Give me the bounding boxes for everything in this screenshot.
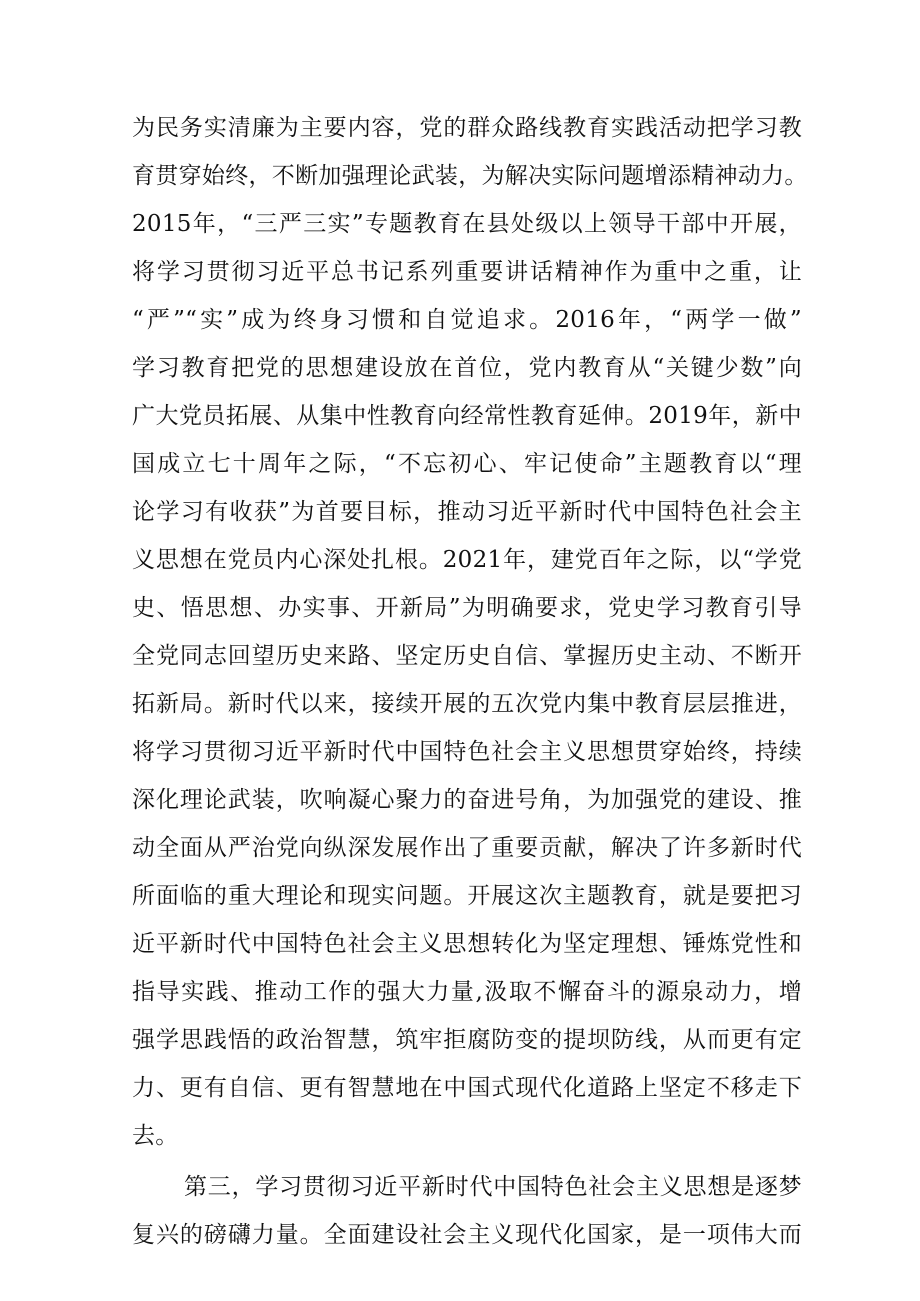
text-line: 史、悟思想、办实事、开新局”为明确要求，党史学习教育引导 xyxy=(132,595,802,621)
text-line: 动全面从严治党向纵深发展作出了重要贡献，解决了许多新时代 xyxy=(132,835,802,861)
text-line: 所面临的重大理论和现实问题。开展这次主题教育，就是要把习 xyxy=(132,883,802,909)
text-line: 复兴的磅礴力量。全面建设社会主义现代化国家，是一项伟大而 xyxy=(132,1222,802,1248)
text-line: 为民务实清廉为主要内容，党的群众路线教育实践活动把学习教 xyxy=(132,115,802,141)
text-line: 全党同志回望历史来路、坚定历史自信、掌握历史主动、不断开 xyxy=(132,643,802,669)
text-line: 拓新局。新时代以来，接续开展的五次党内集中教育层层推进， xyxy=(132,691,802,717)
text-line: 学习教育把党的思想建设放在首位，党内教育从“关键少数”向 xyxy=(132,355,802,381)
text-line: 育贯穿始终，不断加强理论武装，为解决实际问题增添精神动力。 xyxy=(132,163,808,189)
paragraph-2 xyxy=(132,1163,802,1259)
text-line: 第三，学习贯彻习近平新时代中国特色社会主义思想是逐梦 xyxy=(184,1174,802,1200)
text-line: 国成立七十周年之际，“不忘初心、牢记使命”主题教育以“理 xyxy=(132,451,802,477)
text-line: 2015年，“三严三实”专题教育在县处级以上领导干部中开展， xyxy=(132,211,802,237)
text-line: 论学习有收获”为首要目标，推动习近平新时代中国特色社会主 xyxy=(132,499,802,525)
text-line: 广大党员拓展、从集中性教育向经常性教育延伸。2019年，新中 xyxy=(132,403,802,429)
document-body xyxy=(132,104,808,1259)
text-line: 将学习贯彻习近平总书记系列重要讲话精神作为重中之重，让 xyxy=(132,259,802,285)
text-line: 强学思践悟的政治智慧，筑牢拒腐防变的提坝防线，从而更有定 xyxy=(132,1027,802,1053)
text-line: 深化理论武装，吹响凝心聚力的奋进号角，为加强党的建设、推 xyxy=(132,787,802,813)
text-line: 近平新时代中国特色社会主义思想转化为坚定理想、锤炼党性和 xyxy=(132,931,802,957)
text-line: 力、更有自信、更有智慧地在中国式现代化道路上坚定不移走下 xyxy=(132,1075,802,1101)
text-line: 去。 xyxy=(132,1123,179,1149)
text-line: 义思想在党员内心深处扎根。2021年，建党百年之际，以“学党 xyxy=(132,547,802,573)
text-line: 将学习贯彻习近平新时代中国特色社会主义思想贯穿始终，持续 xyxy=(132,739,802,765)
text-line: 指导实践、推动工作的强大力量,汲取不懈奋斗的源泉动力，增 xyxy=(132,979,802,1005)
paragraph-1 xyxy=(132,104,808,1160)
text-line: “严”“实”成为终身习惯和自觉追求。2016年，“两学一做” xyxy=(132,307,802,333)
